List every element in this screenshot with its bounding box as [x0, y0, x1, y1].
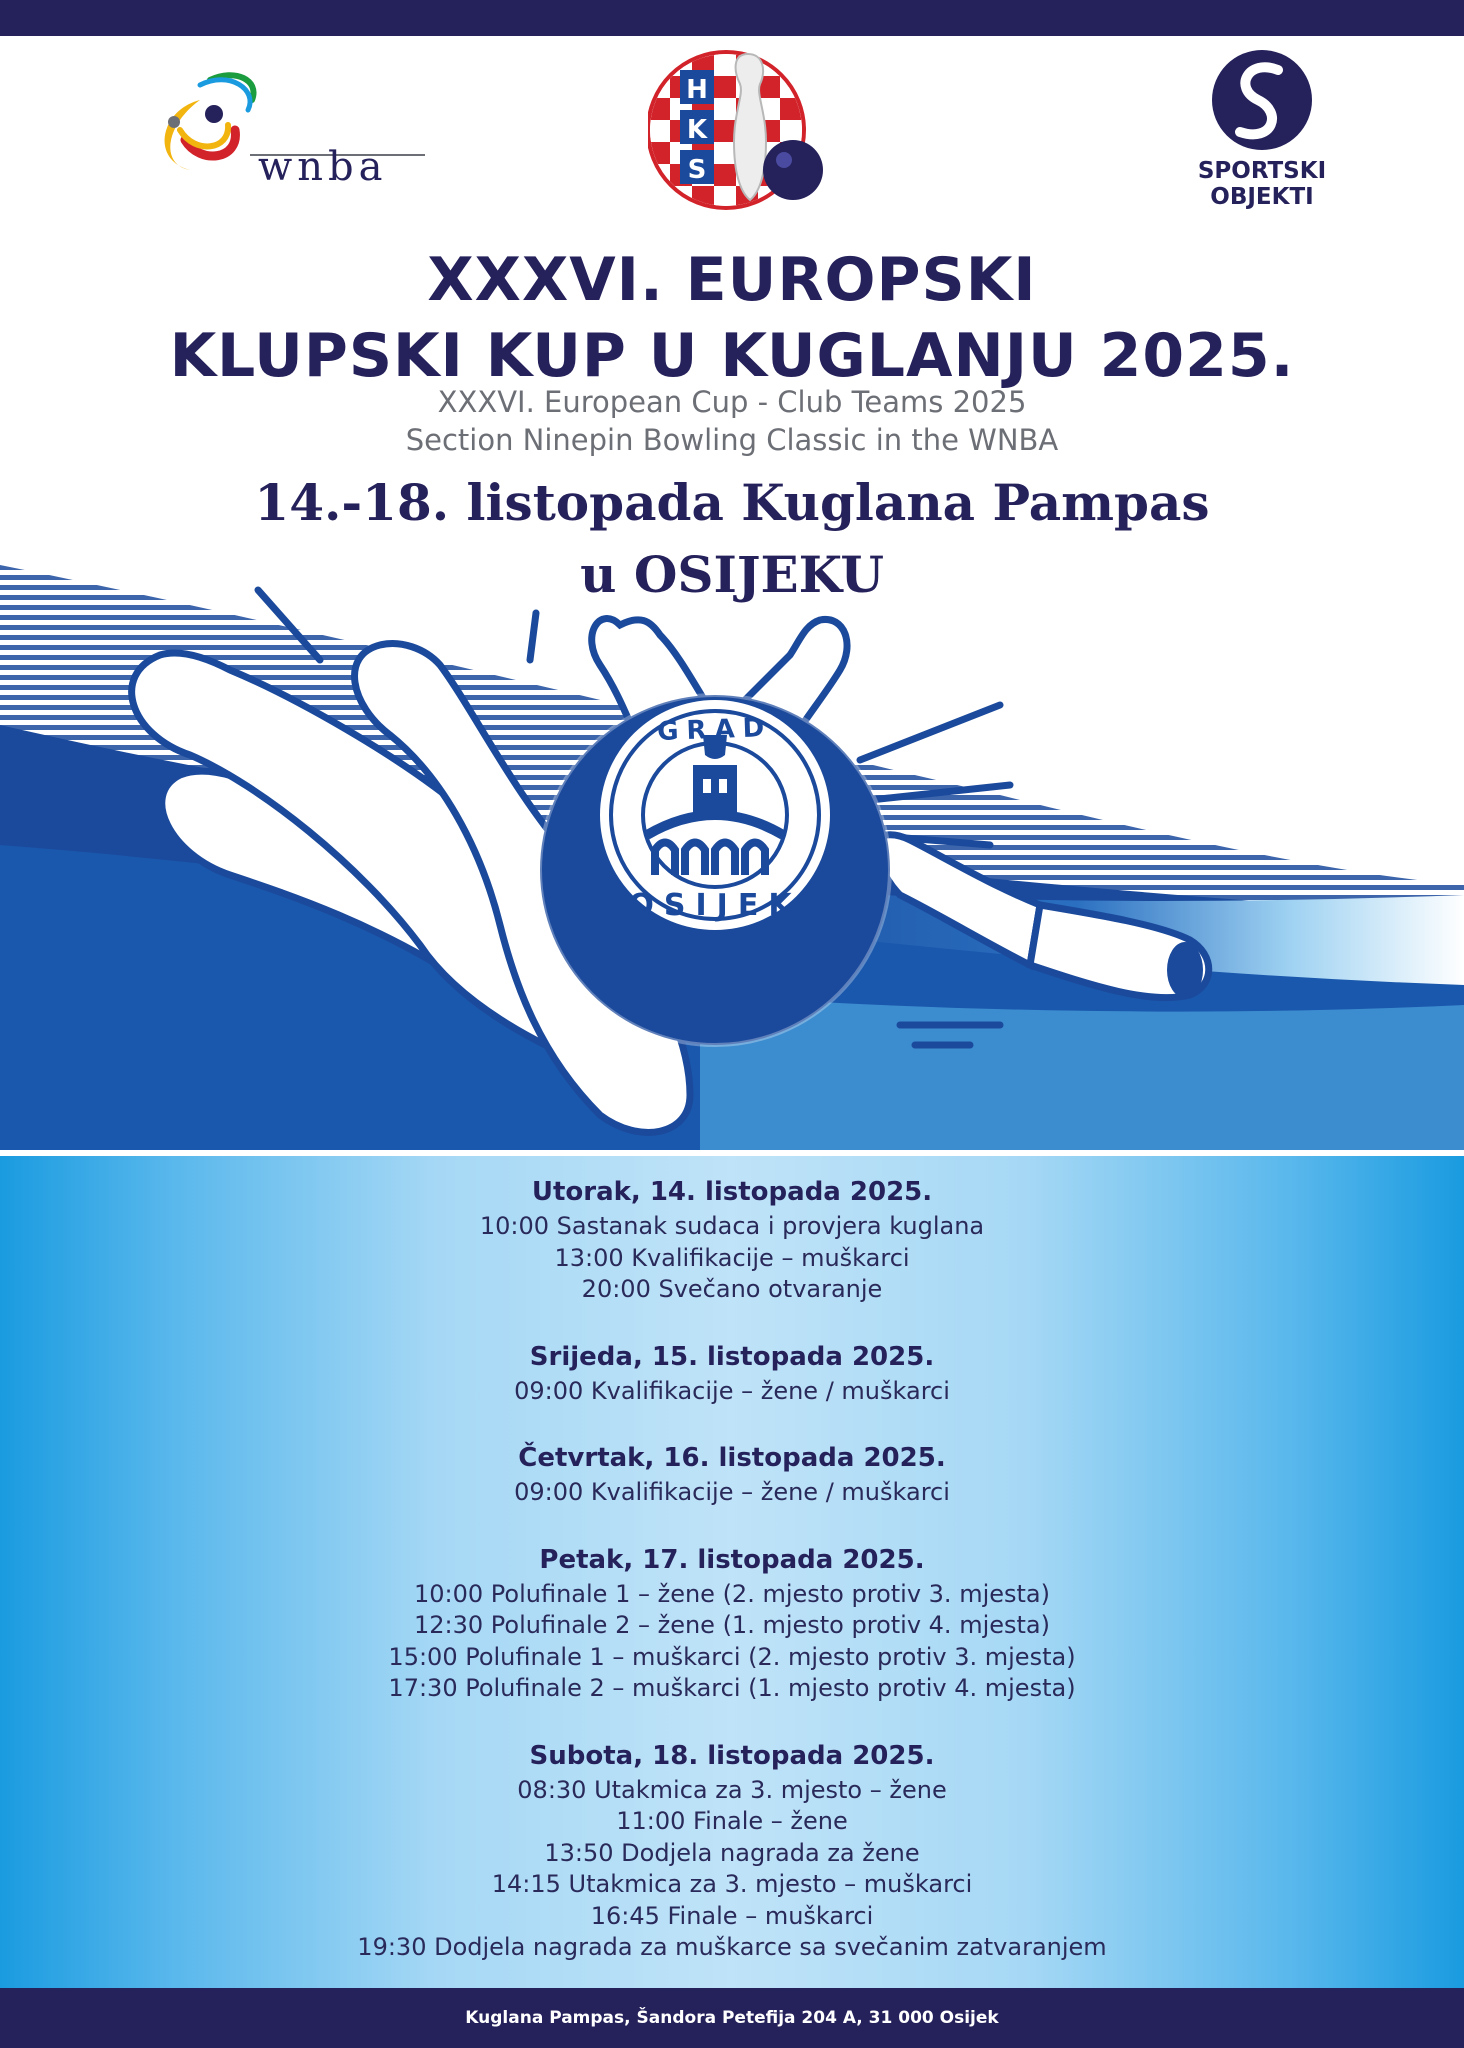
schedule-day [0, 1338, 1464, 1408]
schedule-item: 17:30 Polufinale 2 – muškarci (1. mjesto protiv 4. mjesta) [388, 1674, 1076, 1702]
schedule-item: 19:30 Dodjela nagrada za muškarce sa svečanim zatvaranjem [357, 1933, 1107, 1961]
day-title: Subota, 18. listopada 2025. [529, 1740, 935, 1771]
schedule-day [0, 1737, 1464, 1964]
day-title: Utorak, 14. listopada 2025. [531, 1177, 933, 1207]
hks-letter-h: H [686, 75, 708, 105]
footer-address: Kuglana Pampas, Šandora Petefija 204 A, 31 000 Osijek [465, 2008, 999, 2028]
schedule-item: 09:00 Kvalifikacije – žene / muškarci [514, 1376, 950, 1405]
schedule-item: 16:45 Finale – muškarci [590, 1901, 874, 1930]
schedule-item: 14:15 Utakmica za 3. mjesto – muškarci [491, 1870, 973, 1898]
wnba-logo [140, 70, 430, 190]
subtitle-line1: XXXVI. European Cup - Club Teams 2025 [437, 385, 1027, 419]
subtitle [0, 383, 1464, 459]
main-title [0, 242, 1464, 394]
schedule-item: 11:00 Finale – žene [616, 1807, 848, 1835]
hks-letter-s: S [687, 155, 707, 185]
schedule-item: 15:00 Polufinale 1 – muškarci (2. mjesto protiv 3. mjesta) [388, 1642, 1076, 1671]
main-title-line1: XXXVI. EUROPSKI [427, 245, 1037, 315]
sportski-objekti-line1: SPORTSKI [1197, 158, 1327, 184]
sportski-objekti-line2: OBJEKTI [1210, 184, 1314, 210]
hks-logo [648, 42, 828, 217]
schedule-item: 12:30 Polufinale 2 – žene (1. mjesto protiv 4. mjesta) [414, 1611, 1050, 1639]
schedule-item: 10:00 Sastanak sudaca i provjera kuglana [479, 1212, 985, 1240]
schedule-item: 09:00 Kvalifikacije – žene / muškarci [514, 1478, 950, 1506]
schedule-day [0, 1173, 1464, 1306]
schedule [0, 1173, 1464, 1996]
schedule-item: 08:30 Utakmica za 3. mjesto – žene [517, 1775, 947, 1804]
wnba-logo-text: wnba [258, 144, 388, 190]
footer-bar [0, 1988, 1464, 2048]
top-bar [0, 0, 1464, 36]
day-title: Petak, 17. listopada 2025. [539, 1544, 925, 1575]
hks-pin-icon [734, 54, 766, 200]
grad-osijek-top-text: GRAD [656, 713, 773, 748]
sportski-objekti-logo [1178, 48, 1346, 213]
bowling-illustration [0, 545, 1464, 1150]
subtitle-line2: Section Ninepin Bowling Classic in the WNBA [405, 423, 1059, 457]
schedule-item: 13:00 Kvalifikacije – muškarci [554, 1243, 910, 1272]
schedule-day [0, 1439, 1464, 1509]
schedule-item: 20:00 Svečano otvaranje [581, 1275, 883, 1303]
event-dates-line2: u OSIJEKU [580, 545, 884, 604]
schedule-day [0, 1541, 1464, 1705]
grad-osijek-bottom-text: OSIJEK [628, 888, 802, 923]
day-title: Srijeda, 15. listopada 2025. [529, 1341, 935, 1372]
day-title: Četvrtak, 16. listopada 2025. [518, 1443, 946, 1473]
schedule-item: 10:00 Polufinale 1 – žene (2. mjesto protiv 3. mjesta) [414, 1579, 1050, 1608]
schedule-item: 13:50 Dodjela nagrada za žene [544, 1838, 920, 1867]
hks-letter-k: K [686, 115, 708, 145]
main-title-line2: KLUPSKI KUP U KUGLANJU 2025. [169, 321, 1295, 391]
event-dates-line1: 14.-18. listopada Kuglana Pampas [254, 473, 1210, 532]
